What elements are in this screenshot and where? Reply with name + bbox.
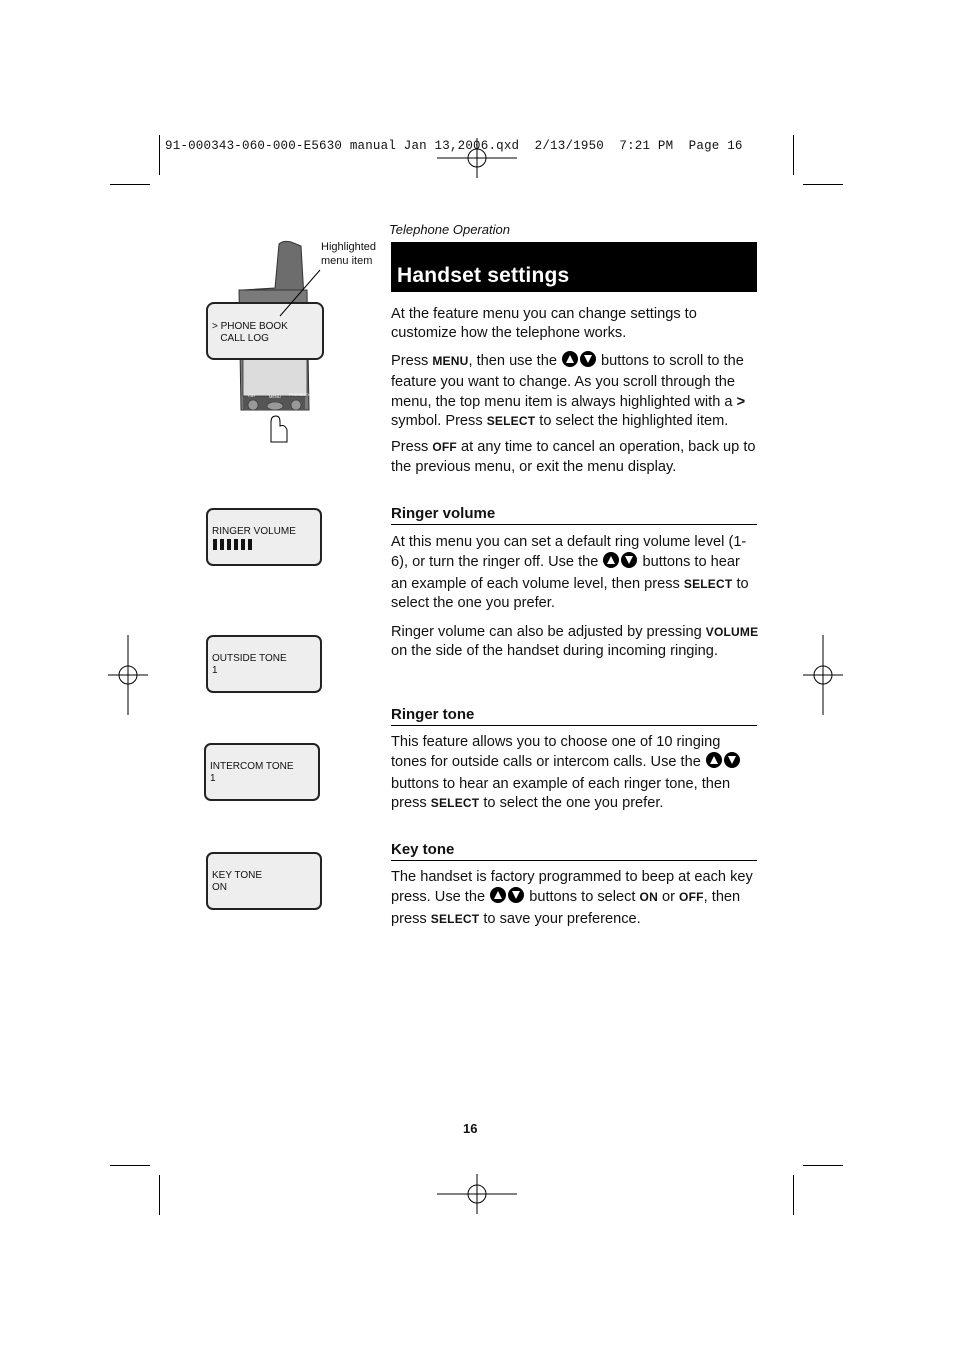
up-down-buttons (602, 552, 638, 574)
on-keyword: ON (639, 890, 658, 905)
page-title-bar (391, 242, 757, 292)
volume-bar (213, 539, 217, 550)
display-line-phone-book: > PHONE BOOK (212, 321, 288, 332)
callout-line (276, 268, 326, 318)
lcd-outside-tone-value: 1 (212, 665, 218, 676)
ringer-volume-text (391, 533, 759, 661)
up-arrow-icon (706, 752, 722, 768)
menu-key-label: MENU (269, 394, 281, 399)
intro-paragraph-1: At the feature menu you can change settings to customize how the telephone works. (391, 306, 697, 342)
section-label: Telephone Operation (389, 222, 510, 237)
intro-text (391, 305, 759, 477)
crop-mark (803, 1165, 843, 1166)
ringer-volume-paragraph-1: At this menu you can set a default ring volume level (1-6), or turn the ringer off. Use the buttons to hear an example of each volume level, then press SELECT to select the one you prefer. (391, 534, 749, 612)
lcd-intercom-tone-value: 1 (210, 773, 216, 784)
callout-label (321, 240, 376, 268)
registration-mark-left (108, 635, 148, 715)
up-arrow-icon (490, 887, 506, 903)
volume-bar (248, 539, 252, 550)
display-line-call-log: CALL LOG (212, 333, 269, 344)
registration-mark-bottom (437, 1174, 517, 1214)
select-keyword: SELECT (430, 911, 480, 926)
volume-keyword: VOLUME (705, 624, 759, 639)
lcd-outside-tone (206, 635, 322, 693)
lcd-intercom-tone-label: INTERCOM TONE (210, 761, 294, 772)
crop-mark (793, 135, 794, 175)
key-tone-text (391, 868, 759, 929)
volume-bar (241, 539, 245, 550)
up-arrow-icon (603, 552, 619, 568)
callout-line-2: menu item (321, 255, 373, 267)
lcd-outside-tone-label: OUTSIDE TONE (212, 653, 287, 664)
off-keyword: OFF (679, 890, 704, 905)
select-keyword: SELECT (683, 576, 733, 591)
gt-symbol: > (736, 393, 746, 410)
up-down-buttons (561, 351, 597, 373)
volume-bar (220, 539, 224, 550)
lcd-key-tone-label: KEY TONE (212, 870, 263, 881)
volume-bar (227, 539, 231, 550)
lcd-key-tone-value: ON (212, 882, 227, 893)
registration-mark-right (803, 635, 843, 715)
crop-mark (793, 1175, 794, 1215)
ringer-volume-heading: Ringer volume (391, 505, 757, 525)
intro-paragraph-2: Press MENU, then use the buttons to scroll to the feature you want to change. As you scroll through the menu, the top menu item is always highlighted with a > symbol. Press SELECT to select the highlighted item. (391, 352, 746, 430)
ringer-tone-heading: Ringer tone (391, 706, 757, 726)
key-tone-heading: Key tone (391, 841, 757, 861)
key-tone-paragraph: The handset is factory programmed to beep at each key press. Use the buttons to select ON or OFF, then press SELECT to save your preference. (391, 869, 753, 927)
print-slug: 91-000343-060-000-E5630 manual Jan 13,2006.qxd 2/13/1950 7:21 PM Page 16 (165, 139, 743, 153)
phonebook-key-label: PHONEBOOK (289, 392, 315, 397)
lcd-key-tone (206, 852, 322, 910)
ringer-tone-text (391, 733, 759, 814)
up-down-buttons (489, 887, 525, 909)
lcd-ringer-volume-label: RINGER VOLUME (212, 526, 296, 537)
off-keyword: OFF (432, 440, 457, 455)
intro-paragraph-3: Press OFF at any time to cancel an operation, back up to the previous menu, or exit the menu display. (391, 439, 756, 475)
volume-level-bars (213, 539, 255, 554)
select-keyword: SELECT (430, 796, 480, 811)
crop-mark (159, 1175, 160, 1215)
lcd-ringer-volume (206, 508, 322, 566)
ringer-tone-paragraph: This feature allows you to choose one of 10 ringing tones for outside calls or intercom calls. Use the buttons to hear an example of each ringer tone, then press SELECT to select the one you prefer. (391, 733, 759, 814)
crop-mark (110, 184, 150, 185)
page-number: 16 (463, 1121, 478, 1136)
ringer-volume-paragraph-2: Ringer volume can also be adjusted by pressing VOLUME on the side of the handset during incoming ringing. (391, 623, 759, 660)
page-title: Handset settings (397, 264, 570, 287)
crop-mark (159, 135, 160, 175)
callout-line-1: Highlighted (321, 241, 377, 253)
down-arrow-icon (508, 887, 524, 903)
select-keyword: SELECT (486, 414, 536, 429)
menu-keyword: MENU (432, 353, 469, 368)
crop-mark (110, 1165, 150, 1166)
down-arrow-icon (724, 752, 740, 768)
cid-key-label: CID (248, 393, 255, 398)
down-arrow-icon (580, 351, 596, 367)
down-arrow-icon (621, 552, 637, 568)
lcd-intercom-tone (204, 743, 320, 801)
up-down-buttons (705, 752, 741, 774)
crop-mark (803, 184, 843, 185)
volume-bar (234, 539, 238, 550)
up-arrow-icon (562, 351, 578, 367)
